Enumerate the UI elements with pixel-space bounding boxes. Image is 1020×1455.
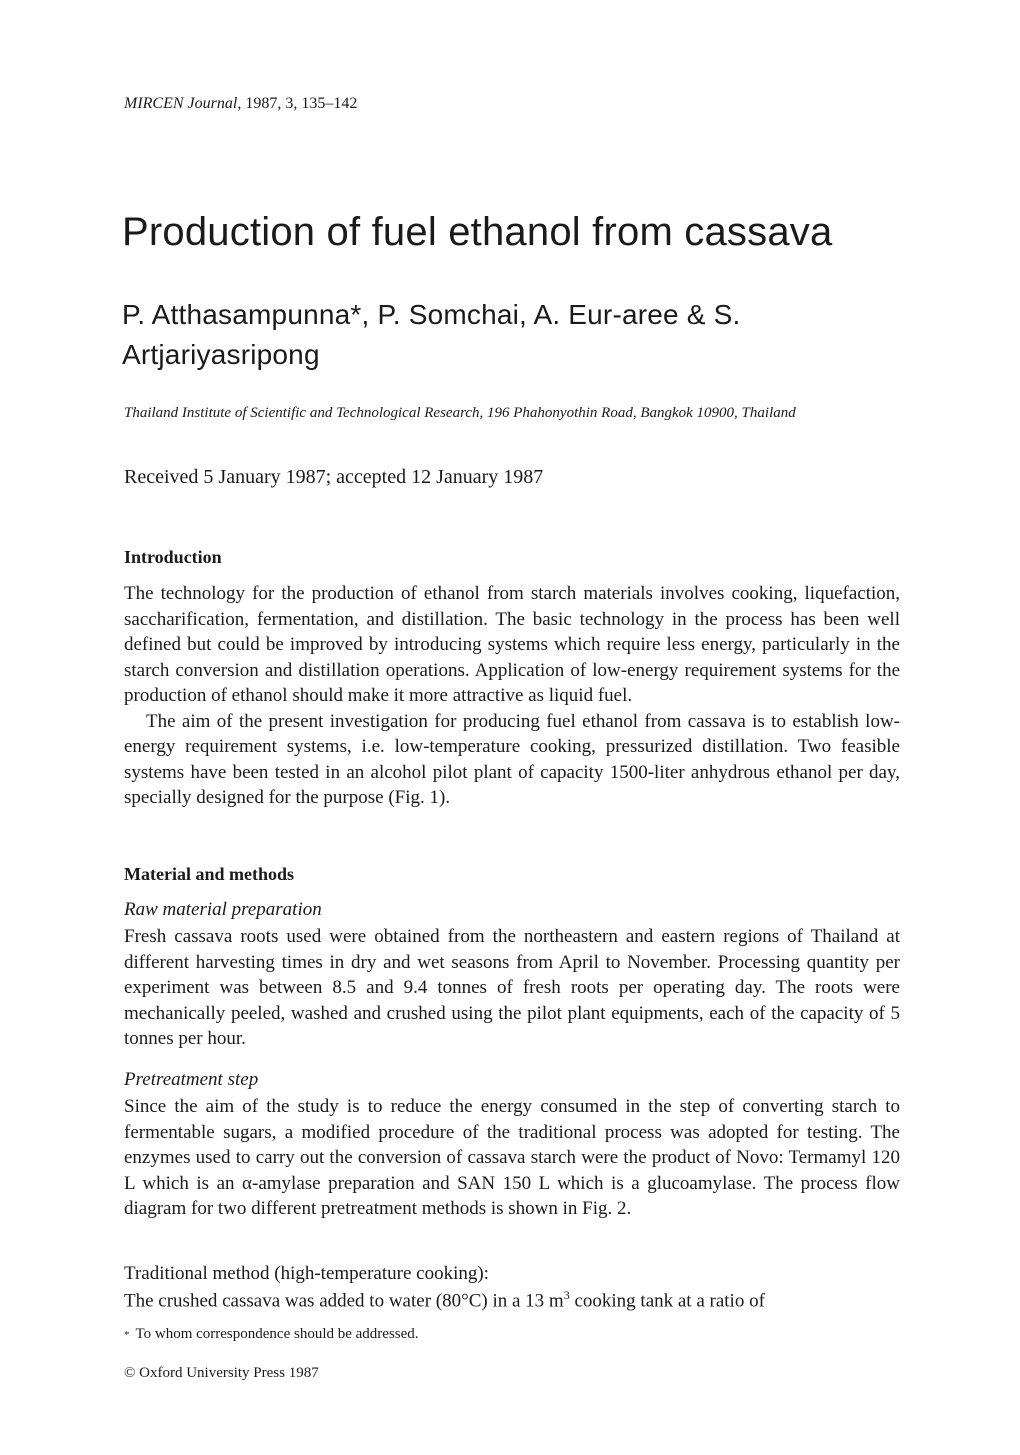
introduction-heading: Introduction — [124, 547, 222, 567]
raw-material-paragraph: Fresh cassava roots used were obtained from the northeastern and eastern regions of Thailand at different harvesting times in dry and wet seasons from April to November. Processing quantity per experiment was between 8.5 and 9.4 tonnes of fresh roots per operating day. The roots were mechanically peeled, washed and crushed using the pilot plant equipments, each of the capacity of 5 tonnes per hour. — [124, 926, 900, 1049]
traditional-method-text — [124, 1288, 765, 1312]
introduction-body — [124, 581, 900, 811]
traditional-method-label: Traditional method (high-temperature cooking): — [124, 1263, 489, 1284]
footnote-text: To whom correspondence should be addressed. — [135, 1326, 419, 1342]
journal-volume-pages: , 1987, 3, 135–142 — [237, 95, 358, 112]
article-authors: P. Atthasampunna*, P. Somchai, A. Eur-aree & S. Artjariyasripong — [122, 299, 741, 370]
correspondence-footnote — [124, 1326, 419, 1343]
journal-name: MIRCEN Journal — [124, 95, 238, 112]
cubic-superscript: 3 — [563, 1288, 570, 1302]
traditional-text-start: The crushed cassava was added to water (80°C) in a 13 m — [124, 1290, 564, 1312]
affiliation: Thailand Institute of Scientific and Technological Research, 196 Phahonyothin Road, Bangkok 10900, Thailand — [124, 405, 796, 421]
article-title: Production of fuel ethanol from cassava — [122, 210, 833, 254]
pretreatment-subheading: Pretreatment step — [124, 1069, 259, 1090]
introduction-paragraph-2: The aim of the present investigation for producing fuel ethanol from cassava is to establish low-energy requirement systems, i.e. low-temperature cooking, pressurized distillation. Two feasible systems have been tested in an alcohol pilot plant of capacity 1500-liter anhydrous ethanol per day, specially designed for the purpose (Fig. 1). — [124, 710, 900, 808]
received-date: Received 5 January 1987; accepted 12 January 1987 — [124, 466, 544, 488]
raw-material-subheading: Raw material preparation — [124, 899, 322, 920]
methods-heading: Material and methods — [124, 864, 294, 884]
introduction-paragraph-1: The technology for the production of ethanol from starch materials involves cooking, liquefaction, saccharification, fermentation, and distillation. The basic technology in the process has been well defined but could be improved by introducing systems which require less energy, particularly in the starch conversion and distillation operations. Application of low-energy requirement systems for the production of ethanol should make it more attractive as liquid fuel. — [124, 583, 900, 706]
pretreatment-paragraph: Since the aim of the study is to reduce the energy consumed in the step of converting starch to fermentable sugars, a modified procedure of the traditional process was adopted for testing. The enzymes used to carry out the conversion of cassava starch were the product of Novo: Termamyl 120 L which is an α-amylase preparation and SAN 150 L which is a glucoamylase. The process flow diagram for two different pretreatment methods is shown in Fig. 2. — [124, 1096, 900, 1219]
traditional-text-end: cooking tank at a ratio of — [569, 1290, 765, 1312]
footnote-marker: * — [124, 1329, 130, 1341]
copyright-notice: © Oxford University Press 1987 — [124, 1365, 319, 1381]
journal-citation — [124, 95, 357, 113]
